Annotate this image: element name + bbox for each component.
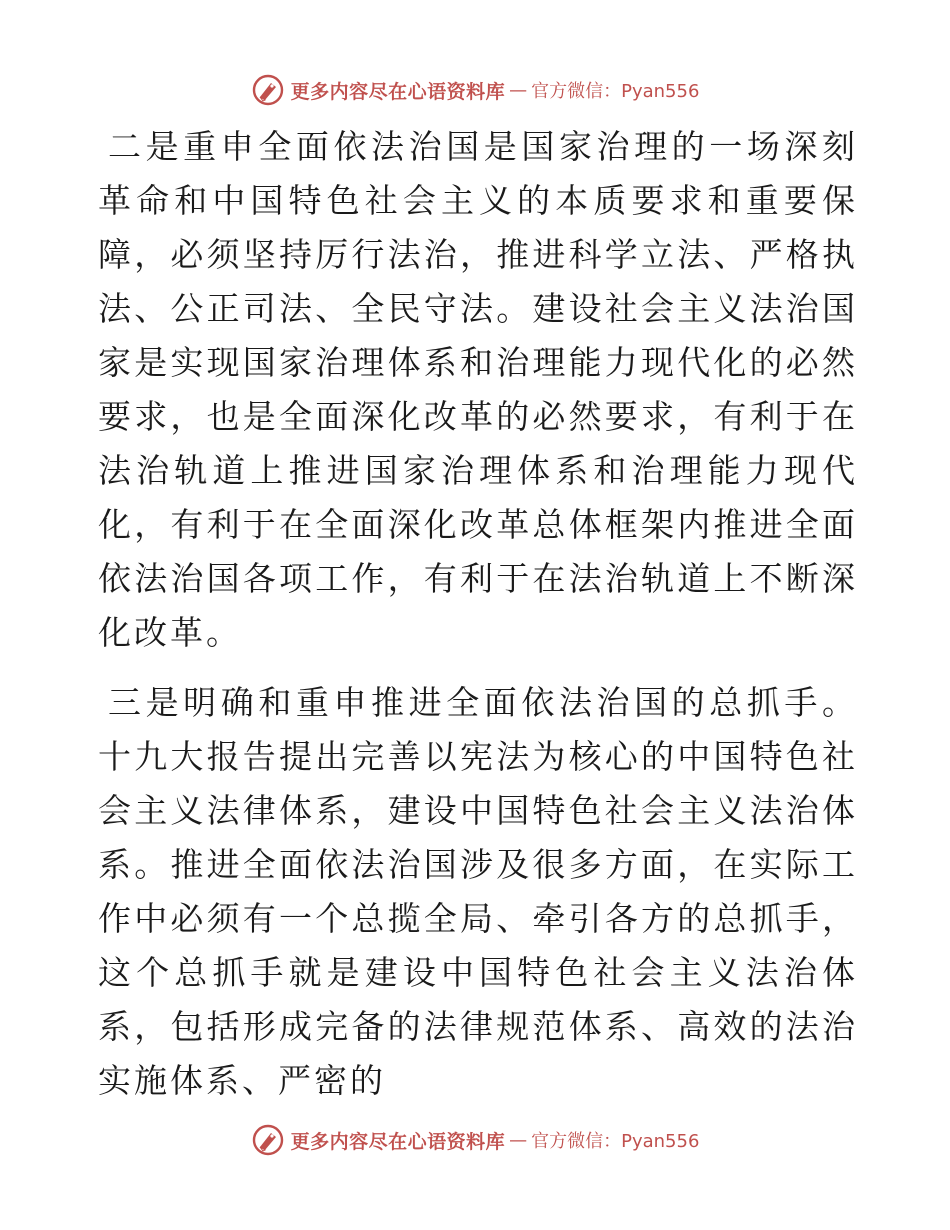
watermark-title: 更多内容尽在心语资料库 (290, 80, 506, 103)
header-watermark (0, 70, 950, 110)
watermark-wechat: 官方微信：Pyan556 (531, 1131, 700, 1152)
paragraph-3: 三是明确和重申推进全面依法治国的总抓手。十九大报告提出完善以宪法为核心的中国特色社会主义法律体系，建设中国特色社会主义法治体系。推进全面依法治国涉及很多方面，在实际工作中必须有一个总揽全局、牵引各方的总抓手，这个总抓手就是建设中国特色社会主义法治体系，包括形成完备的法律规范体系、高效的法治实施体系、严密的 (98, 683, 858, 1100)
watermark-separator: — (509, 1129, 528, 1151)
watermark-wechat: 官方微信：Pyan556 (531, 81, 700, 102)
watermark-separator: — (509, 79, 528, 101)
pen-nib-logo-icon (251, 73, 285, 107)
pen-nib-logo-icon (251, 1123, 285, 1157)
document-body (98, 120, 858, 1108)
watermark-title: 更多内容尽在心语资料库 (290, 1130, 506, 1153)
footer-watermark (0, 1120, 950, 1160)
paragraph-2: 二是重申全面依法治国是国家治理的一场深刻革命和中国特色社会主义的本质要求和重要保障，必须坚持厉行法治，推进科学立法、严格执法、公正司法、全民守法。建设社会主义法治国家是实现国家治理体系和治理能力现代化的必然要求，也是全面深化改革的必然要求，有利于在法治轨道上推进国家治理体系和治理能力现代化，有利于在全面深化改革总体框架内推进全面依法治国各项工作，有利于在法治轨道上不断深化改革。 (98, 127, 858, 652)
